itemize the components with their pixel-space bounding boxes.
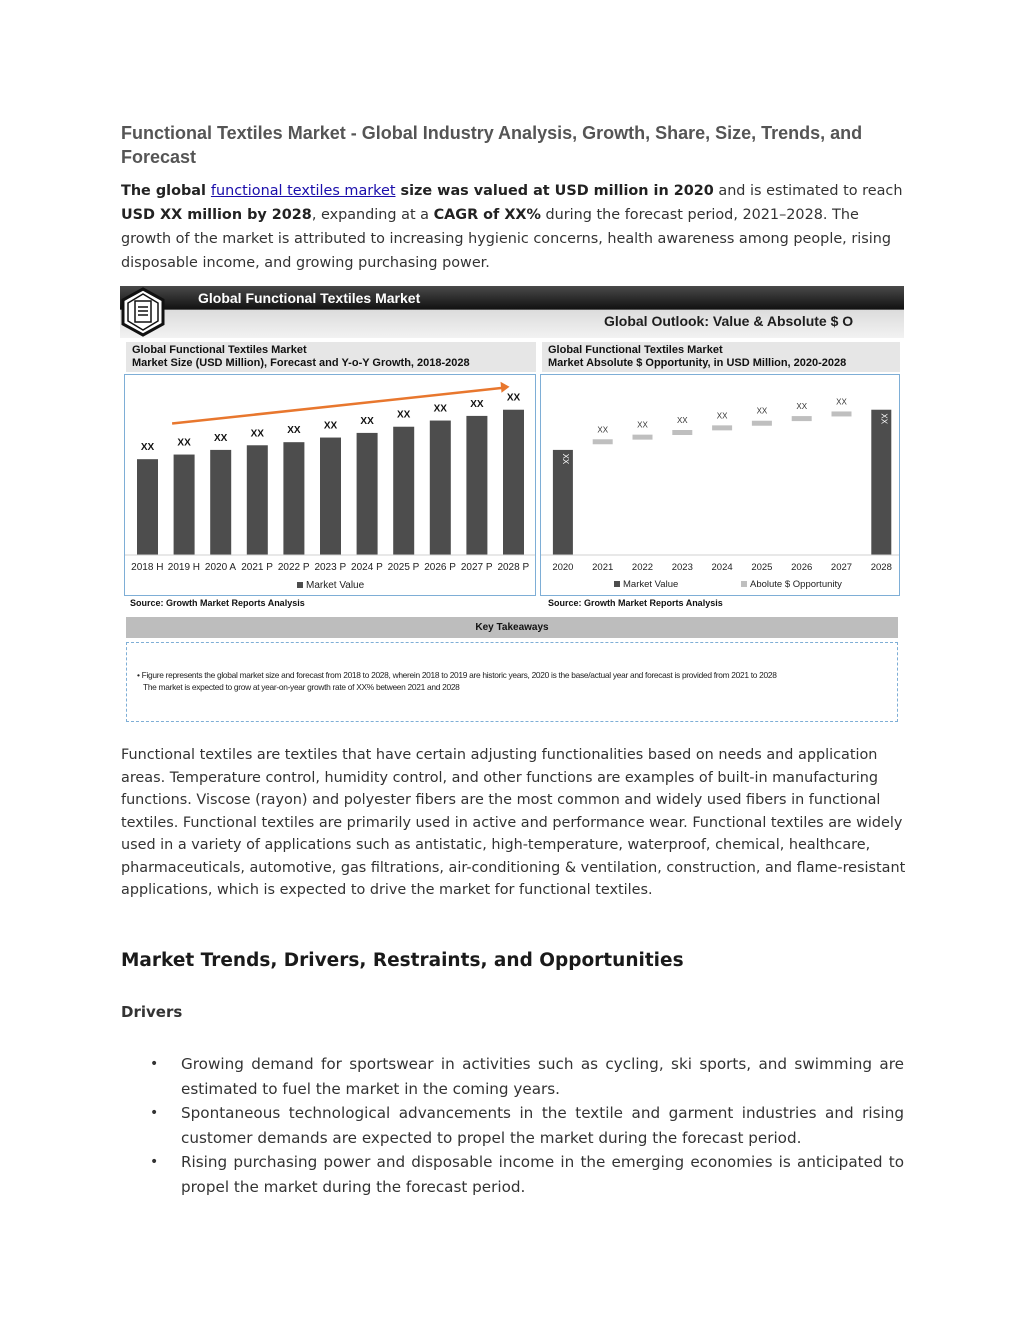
data-label: XX bbox=[637, 420, 648, 430]
opportunity-step bbox=[832, 411, 852, 416]
x-tick-label: 2023 P bbox=[314, 562, 347, 573]
intro-bold-value: size was valued at USD million in 2020 bbox=[395, 183, 714, 199]
left-panel-title: Global Functional Textiles Market bbox=[132, 344, 307, 356]
infographic-banner bbox=[120, 286, 904, 338]
key-takeaways-box bbox=[126, 642, 898, 722]
x-tick-label: 2022 bbox=[631, 562, 654, 573]
x-tick-label: 2026 bbox=[791, 562, 813, 573]
opportunity-step bbox=[633, 435, 653, 440]
arrow-head-icon bbox=[501, 382, 510, 393]
right-panel-subtitle: Market Absolute $ Opportunity, in USD Million, 2020-2028 bbox=[548, 357, 847, 369]
takeaway-line-2 bbox=[137, 681, 889, 693]
banner-title: Global Functional Textiles Market bbox=[198, 290, 421, 306]
driver-text: Rising purchasing power and disposable income in the emerging economies is anticipated to propel the market during the forecast period. bbox=[181, 1153, 904, 1196]
intro-bold-cagr: CAGR of XX% bbox=[433, 207, 541, 223]
legend-swatch bbox=[741, 581, 747, 587]
takeaway-text-2: The market is expected to grow at year-on-year growth rate of XX% between 2021 and 2028 bbox=[143, 682, 460, 692]
x-tick-label: 2021 bbox=[592, 562, 614, 573]
intro-paragraph bbox=[121, 179, 906, 275]
legend-label: Market Value bbox=[623, 579, 679, 590]
x-tick-label: 2020 A bbox=[204, 562, 237, 573]
intro-text-expanding: , expanding at a bbox=[311, 207, 434, 223]
driver-text: Growing demand for sportswear in activities such as cycling, ski sports, and swimming are estimated to fuel the market in the coming years. bbox=[181, 1055, 904, 1098]
data-label: XX bbox=[140, 442, 155, 454]
bar bbox=[247, 445, 268, 555]
bar bbox=[466, 416, 487, 555]
data-label: XX bbox=[879, 413, 889, 425]
data-label: XX bbox=[470, 398, 484, 410]
x-tick-label: 2027 P bbox=[460, 562, 493, 573]
intro-text-growth: during the forecast period, 2021–2028. The growth of the market is attributed to increasing hygienic concerns, health awareness among people, rising disposable income, and growing purchasing power. bbox=[121, 207, 891, 271]
legend-swatch bbox=[297, 582, 303, 588]
x-tick-label: 2018 H bbox=[131, 562, 164, 573]
x-tick-label: 2021 P bbox=[241, 562, 273, 573]
takeaway-text-1: Figure represents the global market size and forecast from 2018 to 2028, wherein 2018 to 2019 are historic years, 2020 is the base/actual year and forecast is provided from 2021 to 2028 bbox=[141, 670, 777, 680]
legend-swatch bbox=[614, 581, 620, 587]
legend-label: Abolute $ Opportunity bbox=[750, 579, 842, 590]
data-label: XX bbox=[756, 406, 768, 416]
x-tick-label: 2028 bbox=[870, 562, 892, 573]
list-item bbox=[150, 1101, 904, 1150]
data-label: XX bbox=[676, 416, 688, 425]
data-label: XX bbox=[214, 432, 228, 444]
left-panel-header bbox=[126, 342, 536, 372]
bar bbox=[393, 427, 414, 555]
x-tick-label: 2024 bbox=[711, 562, 733, 573]
bar bbox=[503, 410, 524, 555]
data-label: XX bbox=[177, 437, 191, 449]
left-panel-subtitle: Market Size (USD Million), Forecast and Y-o-Y Growth, 2018-2028 bbox=[132, 357, 470, 369]
x-tick-label: 2025 bbox=[751, 562, 773, 573]
bar bbox=[283, 442, 304, 555]
section-heading: Market Trends, Drivers, Restraints, and Opportunities bbox=[121, 950, 684, 971]
bullet-icon: • bbox=[150, 1056, 159, 1072]
takeaway-line-1: • Figure represents the global market size and forecast from 2018 to 2028, wherein 2018 to 2019 are historic years, 2020 is the base/actual year and forecast is provided from 2021 to 2028 bbox=[137, 670, 777, 680]
right-panel-title: Global Functional Textiles Market bbox=[548, 344, 723, 356]
data-label: XX bbox=[323, 420, 338, 432]
bullet-icon: • bbox=[150, 1154, 159, 1170]
drivers-list bbox=[150, 1052, 904, 1199]
x-tick-label: 2020 bbox=[552, 562, 574, 573]
bar bbox=[320, 438, 341, 555]
intro-bold-start: The global bbox=[121, 183, 211, 199]
list-item bbox=[150, 1052, 904, 1101]
right-chart-box bbox=[540, 374, 900, 596]
data-label: XX bbox=[836, 397, 847, 407]
x-tick-label: 2019 H bbox=[167, 562, 201, 573]
left-source: Source: Growth Market Reports Analysis bbox=[130, 598, 305, 608]
data-label: XX bbox=[360, 415, 374, 427]
x-tick-label: 2025 P bbox=[387, 562, 420, 573]
x-tick-label: 2024 P bbox=[351, 562, 383, 573]
bar bbox=[357, 433, 378, 555]
bar bbox=[871, 410, 891, 555]
absolute-opportunity-chart bbox=[541, 375, 899, 595]
opportunity-step bbox=[792, 416, 812, 421]
data-label: XX bbox=[716, 411, 728, 421]
bar bbox=[174, 455, 195, 555]
opportunity-step bbox=[712, 425, 732, 430]
bar bbox=[210, 450, 231, 555]
data-label: XX bbox=[796, 402, 808, 412]
opportunity-step bbox=[593, 439, 613, 444]
data-label: XX bbox=[287, 425, 301, 437]
bar bbox=[553, 450, 573, 555]
opportunity-step bbox=[752, 421, 772, 426]
opportunity-step bbox=[672, 430, 692, 435]
data-label: XX bbox=[397, 409, 411, 421]
right-panel-header bbox=[542, 342, 900, 372]
growth-trend-arrow bbox=[172, 388, 503, 424]
document-icon bbox=[120, 286, 166, 338]
market-size-bar-chart bbox=[125, 375, 535, 595]
driver-text: Spontaneous technological advancements in the textile and garment industries and rising customer demands are expected to propel the market during the forecast period. bbox=[181, 1104, 904, 1147]
x-tick-label: 2027 bbox=[830, 562, 853, 573]
drivers-heading: Drivers bbox=[121, 1003, 183, 1021]
x-tick-label: 2022 P bbox=[277, 562, 310, 573]
left-chart-box bbox=[124, 374, 536, 596]
right-source: Source: Growth Market Reports Analysis bbox=[548, 598, 723, 608]
document-title: Functional Textiles Market - Global Industry Analysis, Growth, Share, Size, Trends, and Forecast bbox=[121, 123, 863, 167]
intro-text-estimate: and is estimated to reach bbox=[713, 183, 903, 199]
description-paragraph: Functional textiles are textiles that have certain adjusting functionalities based on needs and application areas. Temperature control, humidity control, and other functions are examples of built-in manufacturing functions. Viscose (rayon) and polyester fibers are the most common and widely used fibers in functional textiles. Functional textiles are primarily used in active and performance wear. Functional textiles are widely used in a variety of applications such as antistatic, high-temperature, waterproof, chemical, healthcare, pharmaceuticals, automotive, gas filtrations, air-conditioning & ventilation, construction, and flame-resistant applications, which is expected to drive the market for functional textiles. bbox=[121, 747, 906, 898]
banner-subtitle: Global Outlook: Value & Absolute $ O bbox=[604, 313, 854, 329]
x-tick-label: 2028 P bbox=[497, 562, 530, 573]
data-label: XX bbox=[506, 392, 521, 404]
legend-label: Market Value bbox=[306, 580, 365, 591]
bar bbox=[137, 459, 158, 555]
bullet-icon: • bbox=[150, 1105, 159, 1121]
x-tick-label: 2023 bbox=[671, 562, 693, 573]
data-label: XX bbox=[433, 403, 447, 415]
market-infographic bbox=[120, 286, 904, 724]
key-takeaways-header: Key Takeaways bbox=[126, 617, 898, 638]
list-item bbox=[150, 1150, 904, 1199]
data-label: XX bbox=[560, 453, 570, 465]
x-tick-label: 2026 P bbox=[424, 562, 456, 573]
key-takeaways-text bbox=[137, 669, 889, 693]
data-label: XX bbox=[597, 425, 609, 435]
intro-bold-2028: USD XX million by 2028 bbox=[121, 207, 312, 223]
data-label: XX bbox=[250, 428, 264, 440]
functional-textiles-market-link[interactable]: functional textiles market bbox=[210, 183, 396, 199]
bar bbox=[430, 421, 451, 555]
